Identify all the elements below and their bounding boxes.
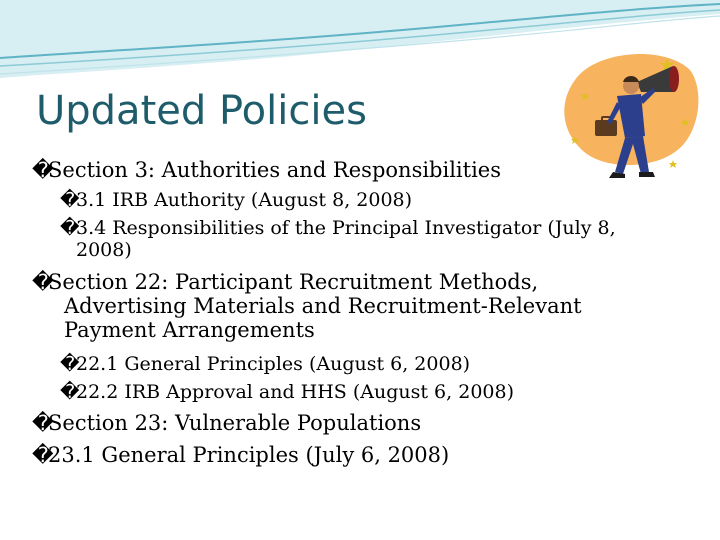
bullet-icon: � — [60, 189, 80, 211]
bullet-icon: � — [60, 217, 80, 239]
list-item: �Section 3: Authorities and Responsibilities — [32, 158, 502, 182]
bullet-icon: � — [32, 411, 54, 435]
bullet-icon: � — [32, 270, 54, 294]
list-item: �22.1 General Principles (August 6, 2008) — [60, 353, 471, 375]
bullet-icon: � — [60, 353, 80, 375]
bullet-icon: � — [32, 443, 54, 467]
list-item: �3.1 IRB Authority (August 8, 2008) — [60, 189, 413, 211]
bullet-icon: � — [60, 381, 80, 403]
person-with-megaphone-icon — [555, 40, 705, 190]
list-item: �Section 22: Participant Recruitment Methods, Advertising Materials and Recruitment-Relevant Payment Arrangements — [32, 270, 582, 343]
bullet-icon: � — [32, 158, 54, 182]
list-item: �Section 23: Vulnerable Populations — [32, 411, 422, 435]
list-item: �22.2 IRB Approval and HHS (August 6, 2008) — [60, 381, 514, 403]
list-item: �3.4 Responsibilities of the Principal Investigator (July 8, 2008) — [60, 217, 616, 261]
slide-title: Updated Policies — [36, 88, 367, 134]
list-item: �23.1 General Principles (July 6, 2008) — [32, 443, 450, 467]
